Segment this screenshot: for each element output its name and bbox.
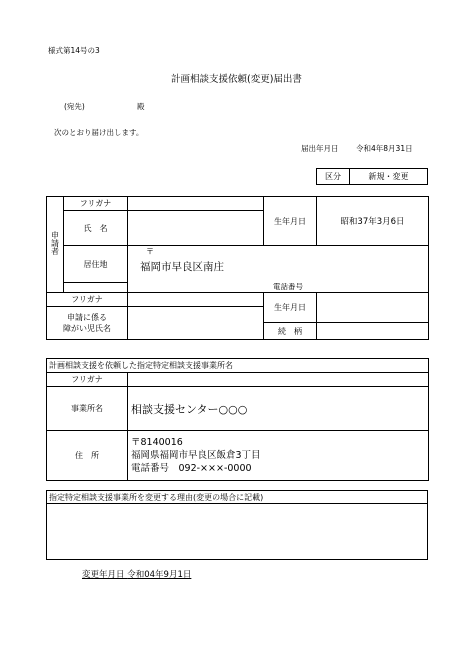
applicant-address-label: 居住地 (64, 246, 128, 283)
category-label: 区分 (317, 169, 350, 185)
category-value[interactable]: 新規・変更 (350, 169, 428, 185)
child-name-field[interactable] (128, 307, 264, 340)
submission-date-label: 届出年月日 (301, 144, 339, 153)
applicant-postal-mark: 〒 (146, 247, 154, 256)
provider-furigana-field[interactable] (128, 373, 429, 387)
child-birth-field[interactable] (317, 293, 429, 323)
form-number: 様式第14号の3 (48, 46, 100, 55)
addressee-label: (宛先) (64, 102, 85, 111)
reason-field[interactable] (47, 504, 428, 560)
applicant-section-text: 申請者 (50, 231, 60, 255)
applicant-birth-value[interactable]: 昭和37年3月6日 (317, 197, 429, 246)
reason-table (46, 490, 428, 560)
applicant-furigana-field[interactable] (128, 197, 264, 211)
child-relation-label: 続 柄 (264, 323, 317, 340)
category-table (316, 168, 428, 185)
provider-address-field[interactable] (128, 431, 429, 481)
provider-postal: 〒8140016 (131, 437, 183, 448)
provider-name-value[interactable]: 相談支援センター○○○ (128, 387, 429, 431)
applicant-phone-row[interactable] (128, 283, 429, 293)
applicant-name-label: 氏 名 (64, 211, 128, 246)
applicant-address-field[interactable] (128, 246, 429, 283)
provider-address-value: 福岡県福岡市早良区飯倉3丁目 (131, 450, 261, 461)
child-name-label-line2: 障がい児氏名 (63, 324, 111, 333)
applicant-table (46, 196, 429, 340)
page-title: 計画相談支援依頼(変更)届出書 (171, 74, 302, 85)
applicant-name-field[interactable] (128, 211, 264, 246)
submission-date-value: 令和4年8月31日 (356, 144, 413, 153)
applicant-furigana-label: フリガナ (64, 197, 128, 211)
applicant-birth-label: 生年月日 (264, 197, 317, 246)
addressee-suffix: 殿 (137, 102, 145, 111)
child-furigana-label: フリガナ (47, 293, 128, 307)
applicant-section-label (47, 197, 64, 293)
provider-furigana-label: フリガナ (47, 373, 128, 387)
applicant-address-value: 福岡市早良区南庄 (140, 261, 224, 273)
provider-phone: 電話番号 092-×××-0000 (131, 463, 252, 474)
child-furigana-field[interactable] (128, 293, 264, 307)
change-date-row (82, 568, 191, 580)
intro-text: 次のとおり届け出します。 (54, 128, 144, 137)
child-birth-label: 生年月日 (264, 293, 317, 323)
applicant-phone-label: 電話番号 (273, 282, 303, 291)
provider-table (46, 358, 429, 481)
provider-name-label: 事業所名 (47, 387, 128, 431)
provider-address-label: 住 所 (47, 431, 128, 481)
child-name-label (47, 307, 128, 340)
change-date-value[interactable]: 令和04年9月1日 (127, 570, 192, 580)
provider-header: 計画相談支援を依頼した指定特定相談支援事業所名 (47, 359, 429, 373)
reason-header: 指定特定相談支援事業所を変更する理由(変更の場合に記載) (47, 491, 428, 504)
child-relation-field[interactable] (317, 323, 429, 340)
child-name-label-line1: 申請に係る (67, 313, 107, 322)
change-date-label: 変更年月日 (82, 570, 125, 580)
